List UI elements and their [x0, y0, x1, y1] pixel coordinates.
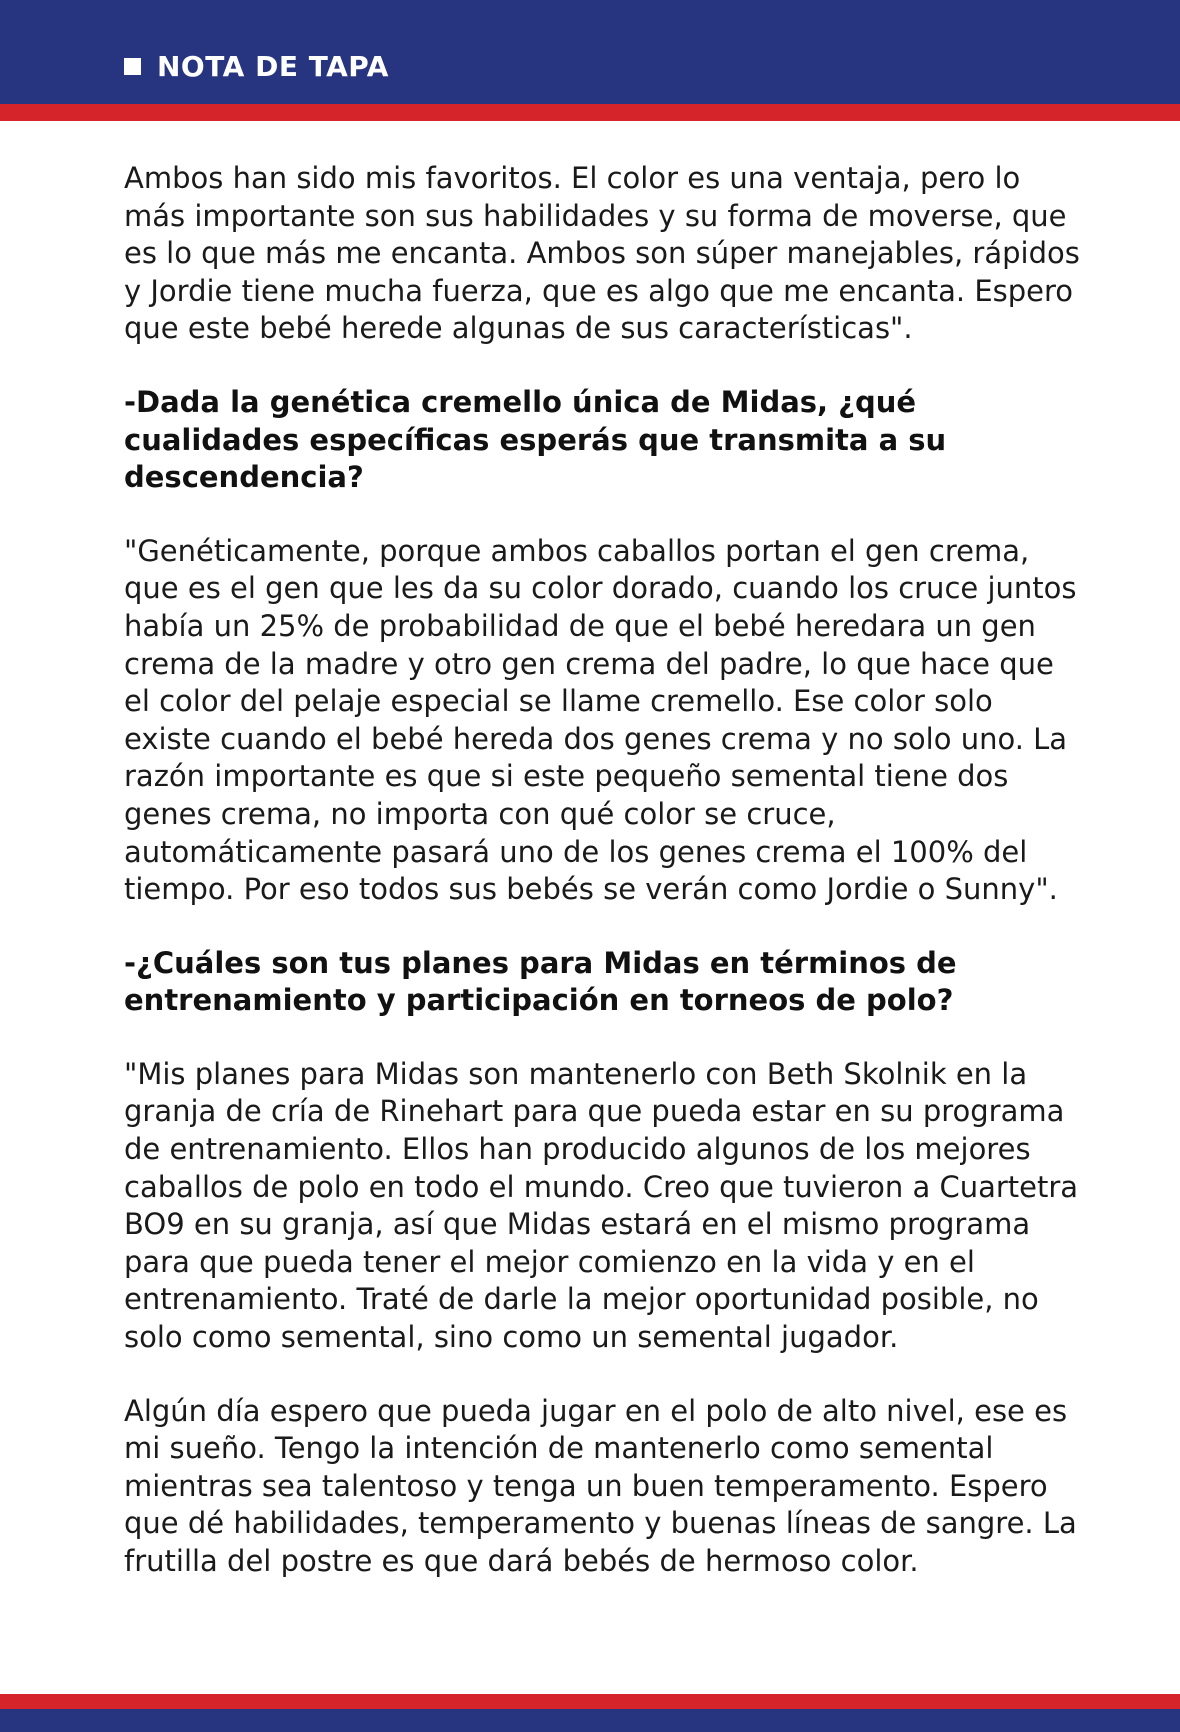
answer-paragraph-4: Algún día espero que pueda jugar en el polo de alto nivel, ese es mi sueño. Tengo la intención de mantenerlo como semental mientras sea talentoso y tenga un buen temperamento. Espero que dé habilidades, temperamento y buenas líneas de sangre. La frutilla del postre es que dará bebés de hermoso color.: [124, 1393, 1077, 1578]
footer-band: [0, 1709, 1180, 1732]
square-bullet-icon: [124, 58, 141, 75]
section-label: [124, 50, 389, 83]
answer-paragraph-1: Ambos han sido mis favoritos. El color es una ventaja, pero lo más importante son sus habilidades y su forma de moverse, que es lo que más me encanta. Ambos son súper manejables, rápidos y Jordie tiene mucha fuerza, que es algo que me encanta. Espero que este bebé herede algunas de sus características".: [124, 161, 1080, 346]
article-body: [124, 160, 1084, 1617]
answer-paragraph-3: "Mis planes para Midas son mantenerlo con Beth Skolnik en la granja de cría de Rinehart para que pueda estar en su programa de entrenamiento. Ellos han producido algunos de los mejores caballos de polo en todo el mundo. Creo que tuvieron a Cuartetra BO9 en su granja, así que Midas estará en el mismo programa para que pueda tener el mejor comienzo en la vida y en el entrenamiento. Traté de darle la mejor oportunidad posible, no solo como semental, sino como un semental jugador.: [124, 1056, 1079, 1355]
header-red-stripe: [0, 104, 1180, 121]
interview-question-1: -Dada la genética cremello única de Midas, ¿qué cualidades específicas esperás que transmita a su descendencia?: [124, 384, 947, 495]
answer-paragraph-2: "Genéticamente, porque ambos caballos portan el gen crema, que es el gen que les da su color dorado, cuando los cruce juntos había un 25% de probabilidad de que el bebé heredara un gen crema de la madre y otro gen crema del padre, lo que hace que el color del pelaje especial se llame cremello. Ese color solo existe cuando el bebé hereda dos genes crema y no solo uno. La razón importante es que si este pequeño semental tiene dos genes crema, no importa con qué color se cruce, automáticamente pasará uno de los genes crema el 100% del tiempo. Por eso todos sus bebés se verán como Jordie o Sunny".: [124, 533, 1077, 907]
footer-red-stripe: [0, 1694, 1180, 1709]
section-label-text: NOTA DE TAPA: [157, 50, 389, 83]
interview-question-2: -¿Cuáles son tus planes para Midas en términos de entrenamiento y participación en torneos de polo?: [124, 945, 957, 1018]
